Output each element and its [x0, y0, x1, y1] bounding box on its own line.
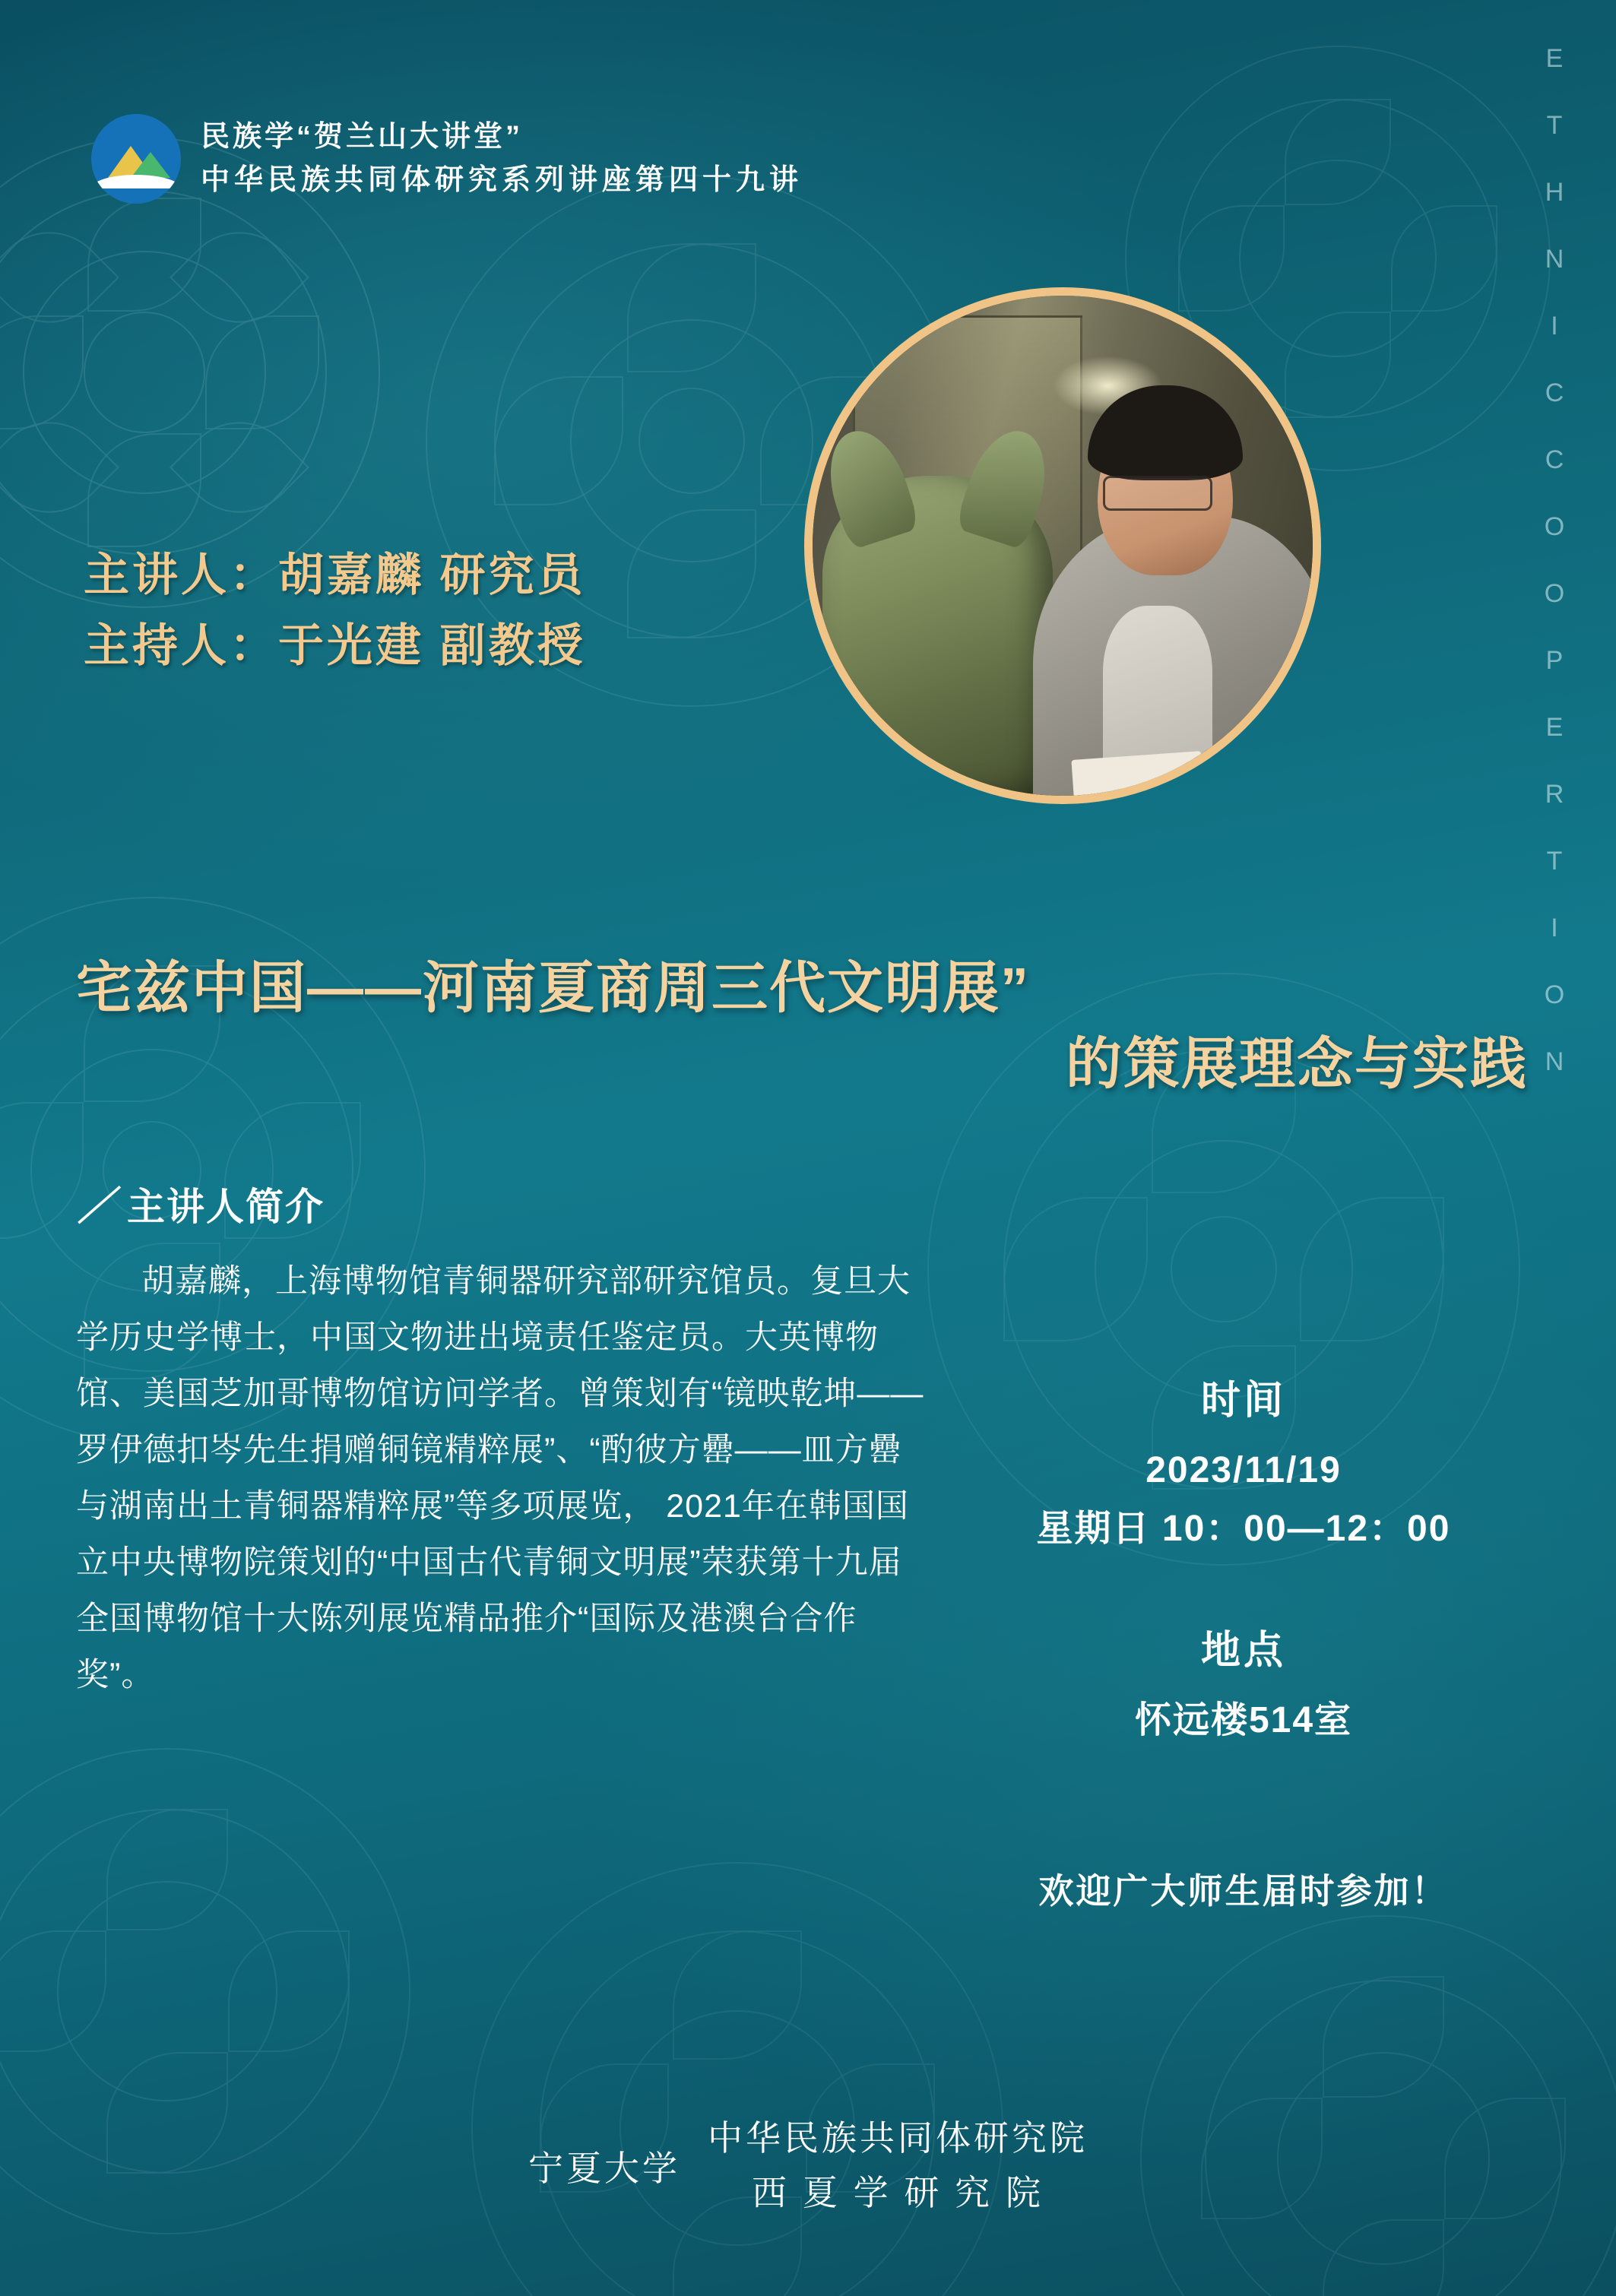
side-letter: E — [1545, 713, 1565, 742]
side-letter: O — [1544, 579, 1567, 608]
header-series-name: 民族学“贺兰山大讲堂” — [201, 121, 524, 153]
poster-header — [91, 114, 803, 204]
header-series-subtitle: 中华民族共同体研究系列讲座第四十九讲 — [201, 164, 803, 196]
place-heading: 地点 — [1200, 1628, 1286, 1673]
side-letter: P — [1545, 646, 1565, 675]
header-text — [201, 116, 803, 202]
lecture-title — [68, 950, 1535, 1102]
mountain-logo-icon — [91, 114, 181, 204]
slash-decoration-icon: ／ — [76, 1185, 122, 1229]
side-letter: C — [1545, 445, 1566, 474]
bio-heading-label: 主讲人简介 — [127, 1186, 325, 1228]
side-letter: T — [1546, 847, 1564, 876]
bio-text: 胡嘉麟，上海博物馆青铜器研究部研究馆员。复旦大学历史学博士，中国文物进出境责任鉴定员。大英博物馆、美国芝加哥博物馆访问学者。曾策划有“镜映乾坤——罗伊德扣岑先生捐赠铜镜精粹展”、“酌彼方罍——皿方罍与湖南出土青铜器精粹展”等多项展览， 2021年在韩国国立中央博物院策划的“中国古代青铜文明展”荣获第十九届全国博物馆十大陈列展览精品推介“国际及港澳台合作奖”。 — [76, 1263, 924, 1693]
footer-institute-1: 中华民族共同体研究院 — [708, 2118, 1088, 2158]
mandala-decoration — [0, 137, 380, 608]
event-weekday-time: 星期日 10：00—12：00 — [1036, 1508, 1451, 1549]
side-letter: R — [1545, 780, 1566, 809]
speaker-info — [84, 540, 586, 681]
event-date: 2023/11/19 — [1145, 1450, 1342, 1490]
footer-university: 宁夏大学 — [528, 2148, 680, 2188]
lecture-title-line1: 宅兹中国——河南夏商周三代文明展” — [76, 956, 1030, 1019]
time-heading: 时间 — [1200, 1379, 1286, 1423]
side-letter: I — [1551, 914, 1560, 942]
bio-heading — [76, 1174, 325, 1231]
side-letter: O — [1544, 512, 1567, 541]
side-letter: N — [1545, 1047, 1566, 1076]
side-letter: N — [1545, 245, 1566, 274]
footer-institute-2: 西 夏 学 研 究 院 — [752, 2172, 1044, 2212]
side-letter: T — [1546, 111, 1564, 140]
side-letter: I — [1551, 312, 1560, 340]
mandala-decoration — [471, 1862, 1003, 2296]
event-place: 怀远楼514室 — [1134, 1699, 1353, 1740]
side-letter: E — [1545, 44, 1565, 73]
speaker-portrait-photo — [804, 287, 1321, 804]
lecture-title-line2: 的策展理念与实践 — [1066, 1031, 1528, 1095]
side-letter: H — [1545, 178, 1566, 207]
side-letter: O — [1544, 980, 1567, 1009]
poster-footer — [0, 2111, 1616, 2220]
side-letter: C — [1545, 378, 1566, 407]
footer-institutes — [708, 2111, 1088, 2220]
host-line: 主持人：于光建 副教授 — [84, 620, 586, 671]
event-info — [970, 1368, 1517, 1914]
mandala-decoration — [1140, 1915, 1616, 2296]
welcome-note: 欢迎广大师生届时参加！ — [1038, 1871, 1449, 1911]
lecturer-line: 主讲人：胡嘉麟 研究员 — [84, 549, 586, 600]
